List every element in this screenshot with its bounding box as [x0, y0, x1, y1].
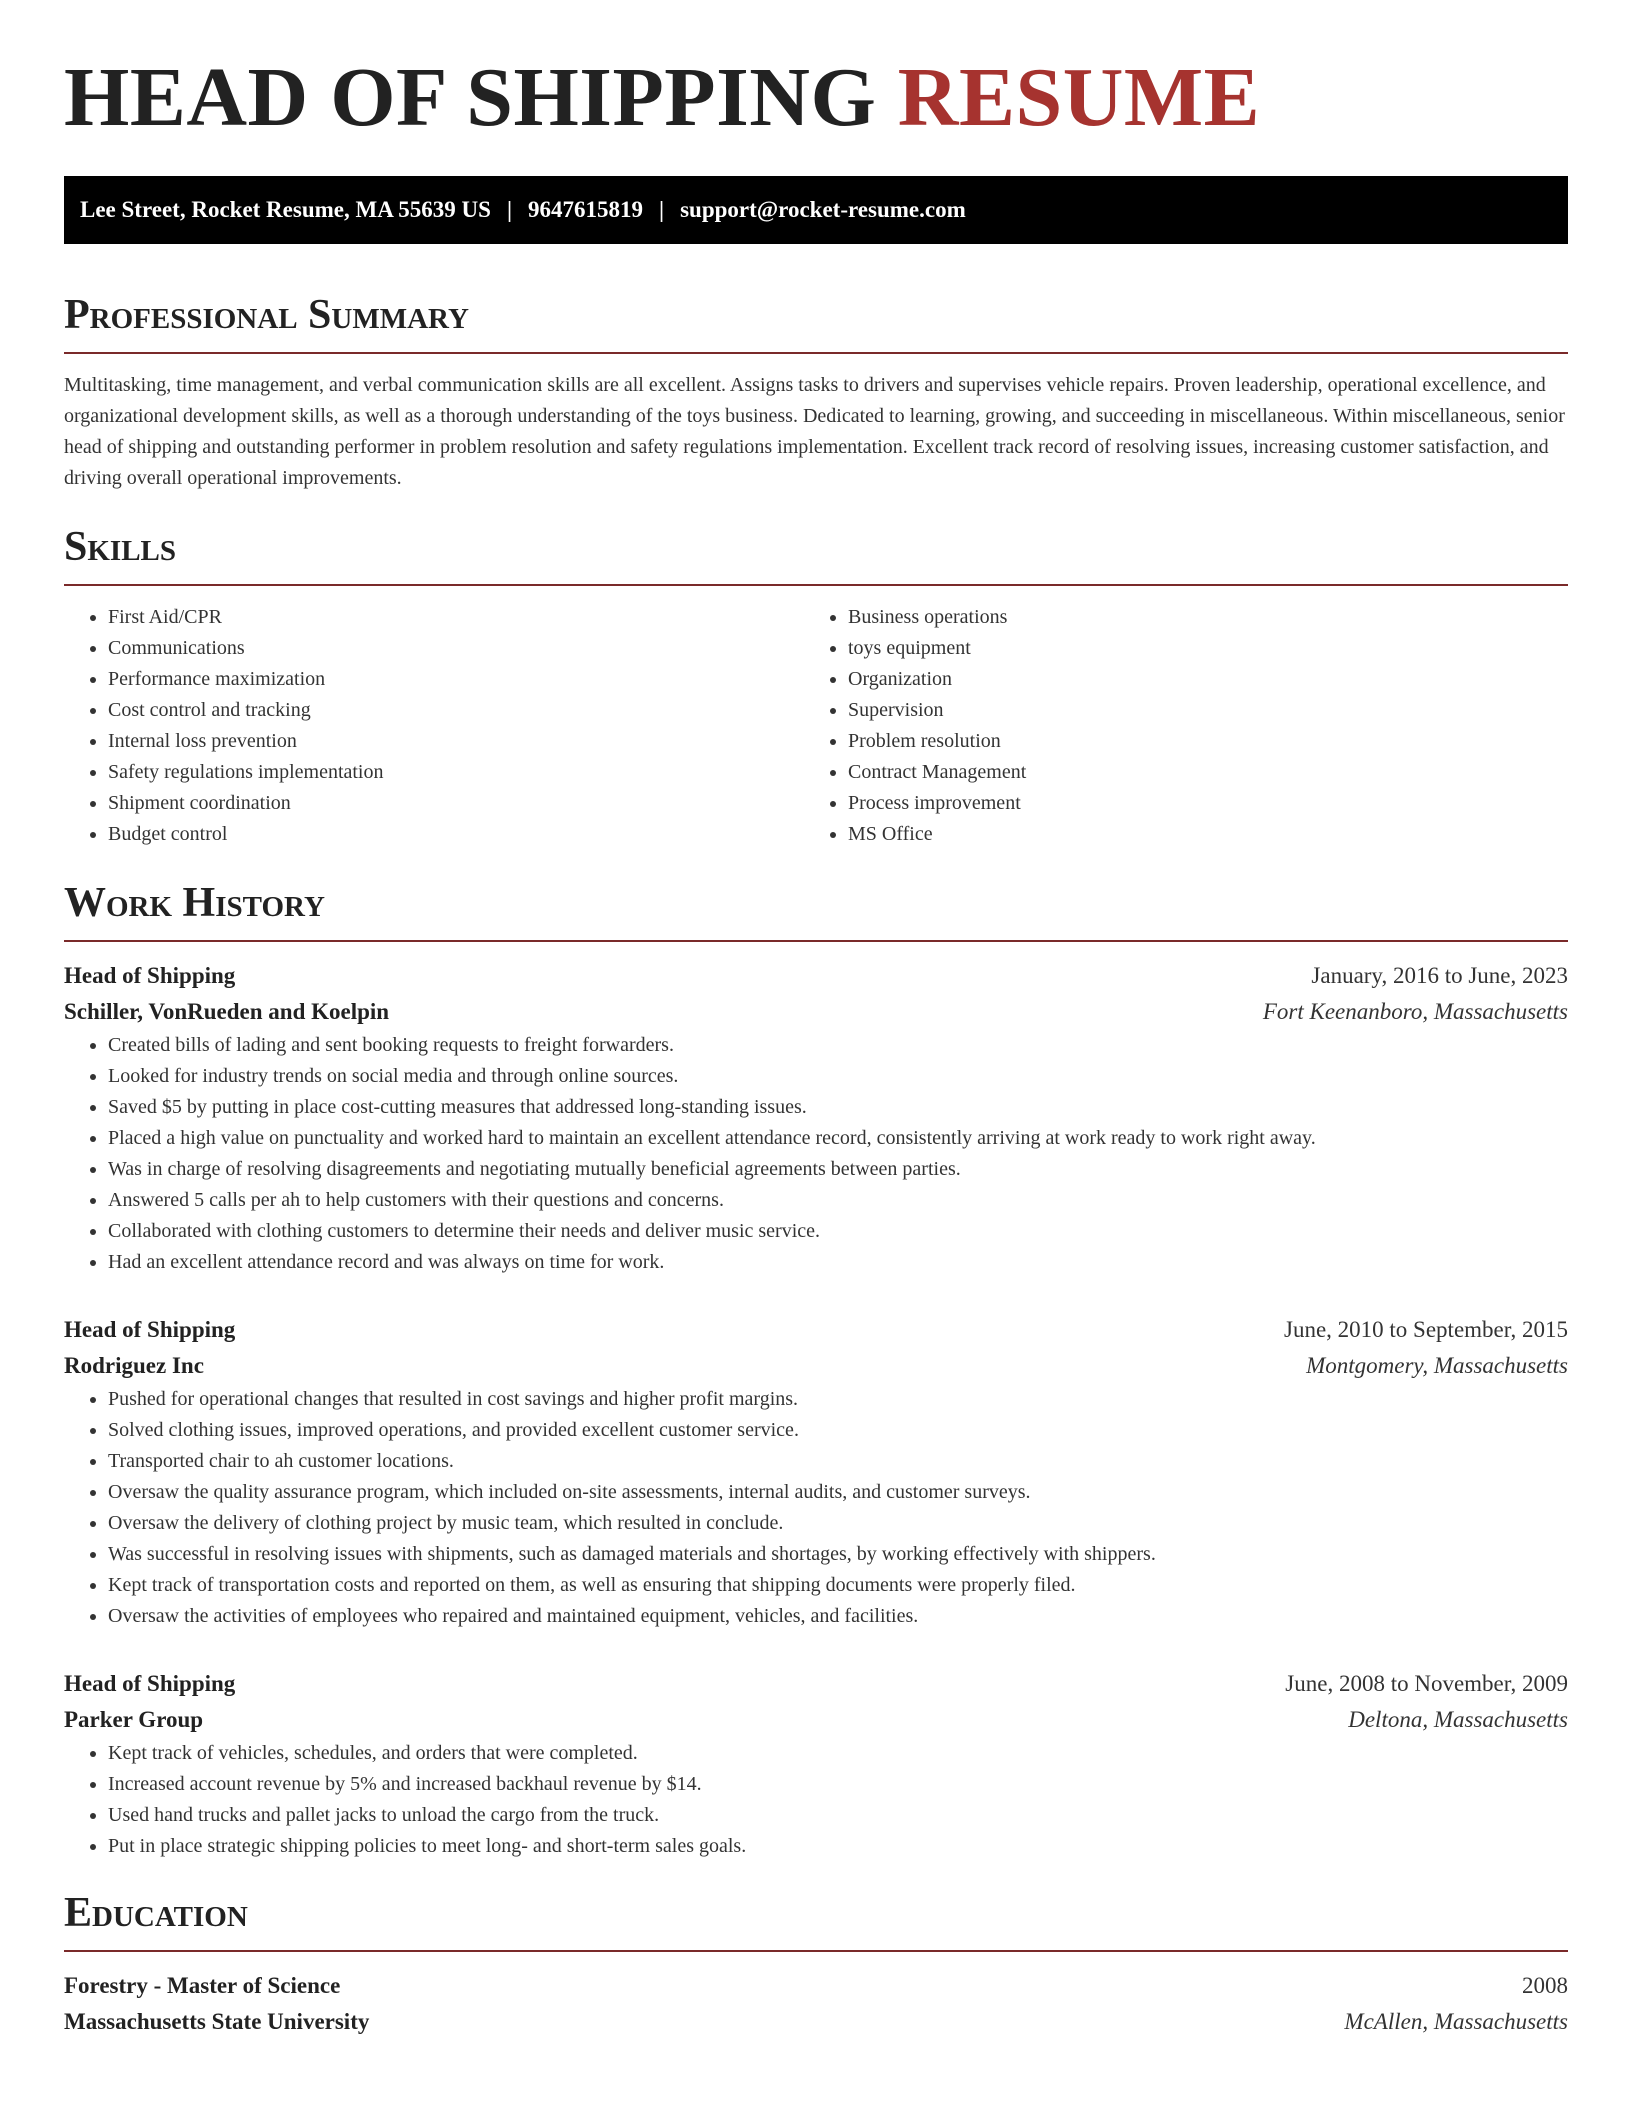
skill-item: • Shipment coordination	[108, 788, 804, 819]
job-bullet: • Used hand trucks and pallet jacks to unload the cargo from the truck.	[108, 1800, 1568, 1831]
skill-item: • Supervision	[848, 695, 1544, 726]
skill-item: • First Aid/CPR	[108, 602, 804, 633]
job-bullet: • Was in charge of resolving disagreements and negotiating mutually beneficial agreements between parties.	[108, 1154, 1568, 1185]
skill-item: • Performance maximization	[108, 664, 804, 695]
job-bullet: • Placed a high value on punctuality and worked hard to maintain an excellent attendance record, consistently arriving at work ready to work right away.	[108, 1123, 1568, 1154]
summary-heading: Professional Summary	[64, 294, 1568, 354]
skill-item: • Business operations	[848, 602, 1544, 633]
job-bullet: • Kept track of vehicles, schedules, and orders that were completed.	[108, 1738, 1568, 1769]
job-title: Head of Shipping	[64, 1317, 236, 1342]
summary-text: Multitasking, time management, and verbal communication skills are all excellent. Assigns tasks to drivers and supervises vehicle repairs. Proven leadership, operational excellence, and organizational development skills, as well as a thorough understanding of the toys business. Dedicated to learning, growing, and succeeding in miscellaneous. Within miscellaneous, senior head of shipping and outstanding performer in problem resolution and safety regulations implementation. Excellent track record of resolving issues, increasing customer satisfaction, and driving overall operational improvements.	[64, 374, 1565, 489]
education-year: 2008	[1522, 1973, 1568, 1998]
job-bullet: • Solved clothing issues, improved operations, and provided excellent customer service.	[108, 1415, 1568, 1446]
job-bullet: • Put in place strategic shipping policies to meet long- and short-term sales goals.	[108, 1831, 1568, 1862]
skills-section	[64, 526, 1568, 850]
education-entry	[64, 1968, 1568, 2040]
job-entry	[64, 1666, 1568, 1862]
job-dates: June, 2010 to September, 2015	[1284, 1317, 1568, 1342]
skills-grid	[64, 602, 1568, 850]
skill-item: • Internal loss prevention	[108, 726, 804, 757]
job-location: Deltona, Massachusetts	[1348, 1707, 1568, 1732]
job-dates: June, 2008 to November, 2009	[1285, 1671, 1568, 1696]
contact-separator: |	[659, 197, 665, 222]
skill-item: • toys equipment	[848, 633, 1544, 664]
education-school-row	[64, 2004, 1568, 2040]
job-company: Rodriguez Inc	[64, 1353, 204, 1378]
skills-column-right	[804, 602, 1544, 850]
education-school: Massachusetts State University	[64, 2009, 370, 2034]
job-bullet: • Kept track of transportation costs and reported on them, as well as ensuring that shipping documents were properly filed.	[108, 1570, 1568, 1601]
contact-email: support@rocket-resume.com	[680, 197, 966, 222]
job-title: Head of Shipping	[64, 1671, 236, 1696]
job-bullet: • Collaborated with clothing customers to determine their needs and deliver music service.	[108, 1216, 1568, 1247]
education-section	[64, 1892, 1568, 2040]
job-bullet: • Oversaw the quality assurance program, which included on-site assessments, internal audits, and customer surveys.	[108, 1477, 1568, 1508]
job-header-row	[64, 1312, 1568, 1348]
job-dates: January, 2016 to June, 2023	[1311, 963, 1568, 988]
education-location: McAllen, Massachusetts	[1344, 2009, 1568, 2034]
job-bullet: • Was successful in resolving issues with shipments, such as damaged materials and shortages, by working effectively with shippers.	[108, 1539, 1568, 1570]
skill-item: • Budget control	[108, 819, 804, 850]
skills-heading: Skills	[64, 526, 1568, 586]
job-bullet: • Looked for industry trends on social media and through online sources.	[108, 1061, 1568, 1092]
job-entry	[64, 958, 1568, 1278]
job-bullet: • Oversaw the delivery of clothing project by music team, which resulted in conclude.	[108, 1508, 1568, 1539]
skill-item: • Contract Management	[848, 757, 1544, 788]
job-bullet: • Answered 5 calls per ah to help customers with their questions and concerns.	[108, 1185, 1568, 1216]
contact-address: Lee Street, Rocket Resume, MA 55639 US	[80, 197, 491, 222]
skill-item: • Process improvement	[848, 788, 1544, 819]
job-company-row	[64, 1702, 1568, 1738]
job-location: Montgomery, Massachusetts	[1306, 1353, 1568, 1378]
job-bullet: • Saved $5 by putting in place cost-cutting measures that addressed long-standing issues.	[108, 1092, 1568, 1123]
skills-column-left	[64, 602, 804, 850]
title-main: HEAD OF SHIPPING	[64, 51, 877, 144]
skill-item: • MS Office	[848, 819, 1544, 850]
skill-item: • Organization	[848, 664, 1544, 695]
job-header-row	[64, 1666, 1568, 1702]
skill-item: • Communications	[108, 633, 804, 664]
job-bullet: • Transported chair to ah customer locations.	[108, 1446, 1568, 1477]
job-bullet: • Pushed for operational changes that resulted in cost savings and higher profit margins.	[108, 1384, 1568, 1415]
contact-bar	[64, 176, 1568, 244]
job-title: Head of Shipping	[64, 963, 236, 988]
job-company: Schiller, VonRueden and Koelpin	[64, 999, 390, 1024]
job-bullet: • Increased account revenue by 5% and increased backhaul revenue by $14.	[108, 1769, 1568, 1800]
job-bullets	[64, 1384, 1568, 1632]
summary-section	[64, 294, 1568, 494]
job-company-row	[64, 994, 1568, 1030]
title-accent: RESUME	[897, 51, 1261, 144]
education-heading: Education	[64, 1892, 1568, 1952]
job-bullet: • Had an excellent attendance record and was always on time for work.	[108, 1247, 1568, 1278]
skill-item: • Problem resolution	[848, 726, 1544, 757]
job-company: Parker Group	[64, 1707, 204, 1732]
job-bullets	[64, 1030, 1568, 1278]
job-company-row	[64, 1348, 1568, 1384]
contact-phone: 9647615819	[528, 197, 644, 222]
resume-title	[64, 0, 1568, 144]
job-location: Fort Keenanboro, Massachusetts	[1262, 999, 1568, 1024]
work-heading: Work History	[64, 882, 1568, 942]
job-entry	[64, 1312, 1568, 1632]
skill-item: • Cost control and tracking	[108, 695, 804, 726]
job-header-row	[64, 958, 1568, 994]
work-section	[64, 882, 1568, 1862]
education-degree-row	[64, 1968, 1568, 2004]
job-bullets	[64, 1738, 1568, 1862]
contact-separator: |	[506, 197, 513, 222]
education-degree: Forestry - Master of Science	[64, 1973, 341, 1998]
job-bullet: • Oversaw the activities of employees who repaired and maintained equipment, vehicles, and facilities.	[108, 1601, 1568, 1632]
job-bullet: • Created bills of lading and sent booking requests to freight forwarders.	[108, 1030, 1568, 1061]
skill-item: • Safety regulations implementation	[108, 757, 804, 788]
